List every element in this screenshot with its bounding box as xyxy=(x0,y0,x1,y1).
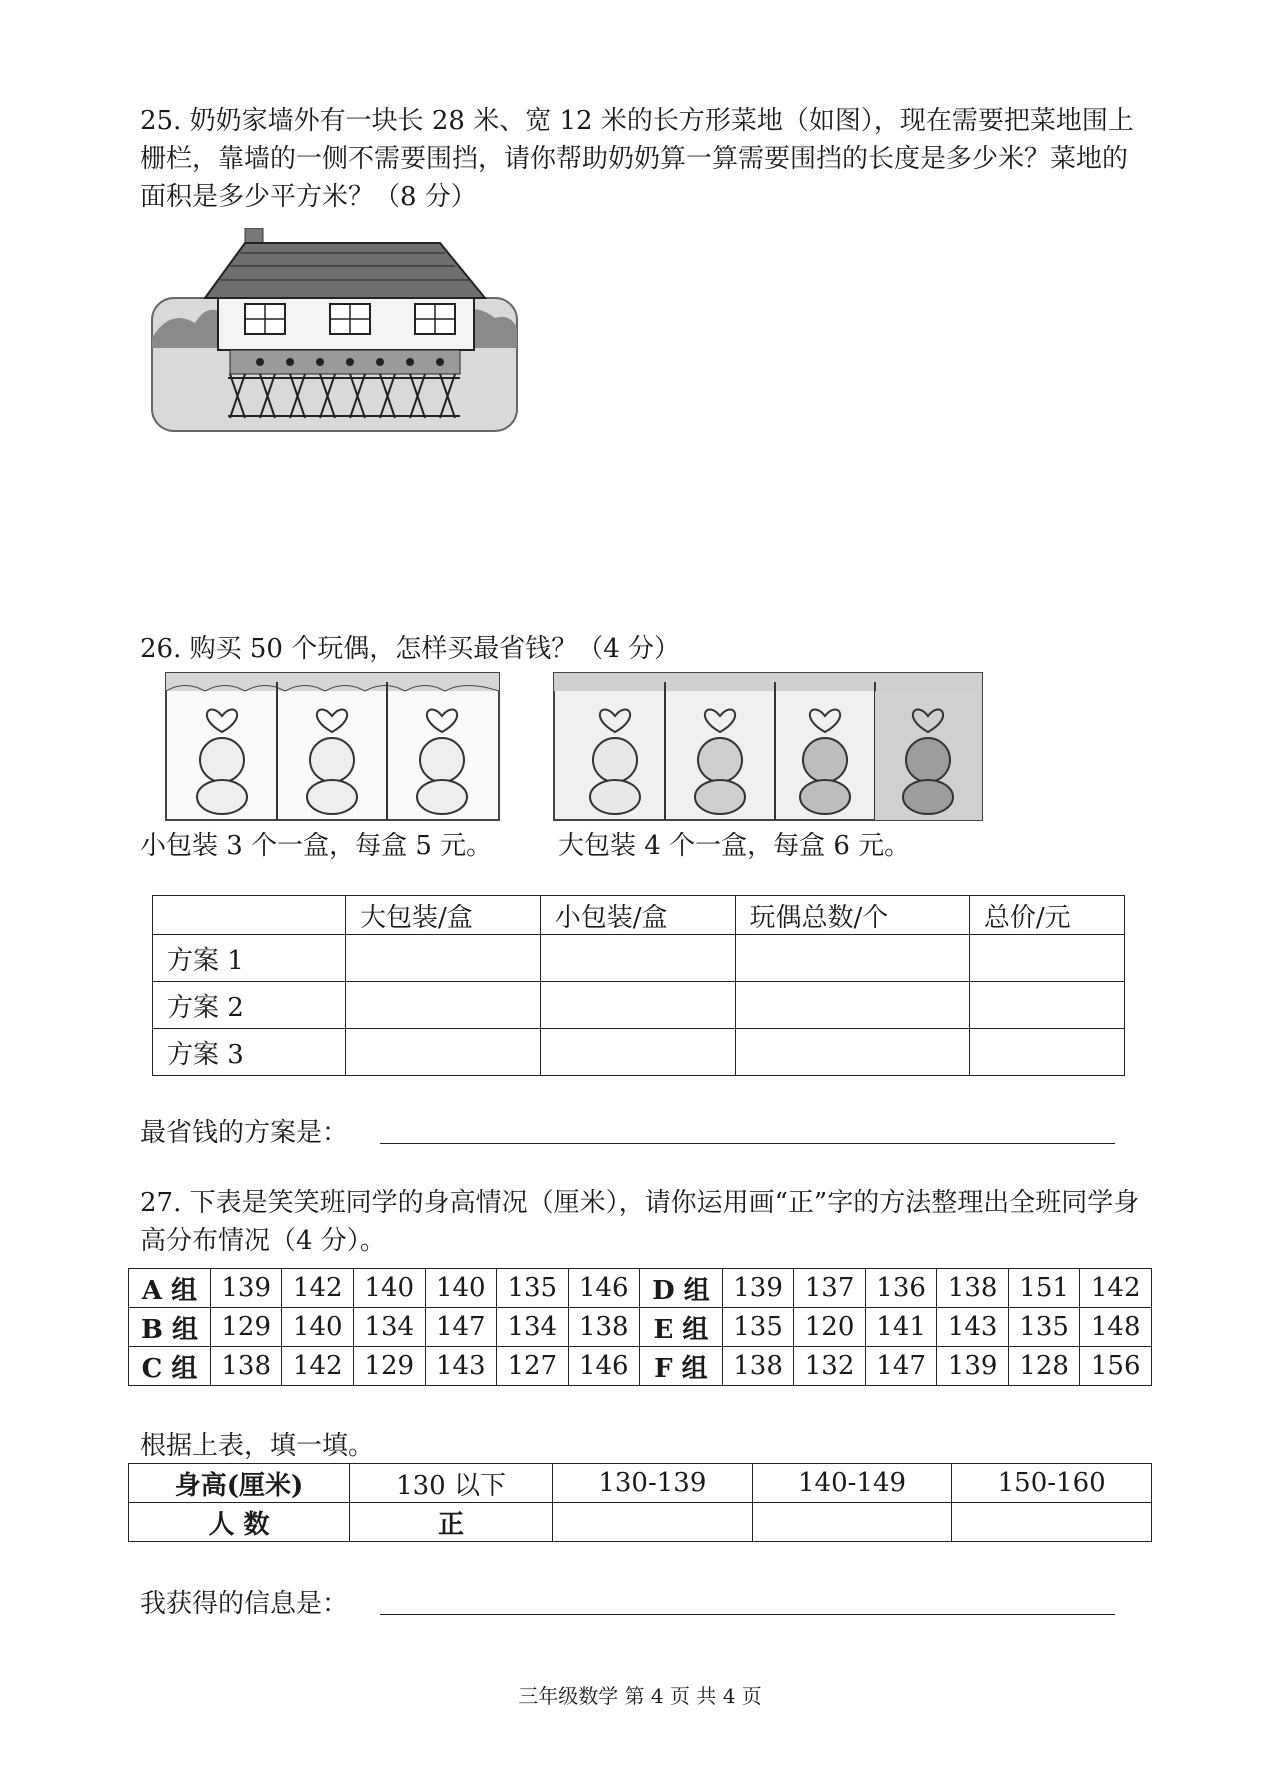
height-cell: 136 xyxy=(865,1269,937,1308)
plan-label: 方案 1 xyxy=(153,935,346,982)
info-answer-line[interactable] xyxy=(380,1614,1115,1615)
question-27-text: 27. 下表是笑笑班同学的身高情况（厘米），请你运用画“正”字的方法整理出全班同学身高分布情况（4 分）。 xyxy=(140,1188,1140,1256)
group-label: E 组 xyxy=(640,1308,723,1347)
height-cell: 132 xyxy=(794,1347,866,1386)
tally-cell[interactable] xyxy=(553,1503,753,1542)
table-header-cell xyxy=(153,896,346,935)
table-row xyxy=(153,982,1125,1029)
height-cell: 139 xyxy=(722,1269,794,1308)
height-cell: 128 xyxy=(1008,1347,1080,1386)
answer-cell[interactable] xyxy=(735,982,969,1029)
height-cell: 138 xyxy=(937,1269,1009,1308)
height-cell: 147 xyxy=(865,1347,937,1386)
tally-table xyxy=(128,1463,1152,1542)
tally-cell[interactable] xyxy=(752,1503,952,1542)
height-cell: 140 xyxy=(353,1269,425,1308)
height-cell: 138 xyxy=(210,1347,282,1386)
count-row-label: 人 数 xyxy=(129,1503,350,1542)
answer-cell[interactable] xyxy=(735,1029,969,1076)
small-package-illustration xyxy=(165,672,500,822)
plan-table xyxy=(152,895,1125,1076)
table-header-cell: 小包装/盒 xyxy=(540,896,735,935)
height-cell: 156 xyxy=(1080,1347,1152,1386)
height-cell: 134 xyxy=(497,1308,569,1347)
group-label: B 组 xyxy=(129,1308,211,1347)
group-label: C 组 xyxy=(129,1347,211,1386)
answer-cell[interactable] xyxy=(346,935,541,982)
table-row xyxy=(129,1308,1152,1347)
question-25-text: 25. 奶奶家墙外有一块长 28 米、宽 12 米的长方形菜地（如图），现在需要把菜地围上栅栏，靠墙的一侧不需要围挡，请你帮助奶奶算一算需要围挡的长度是多少米？菜地的面积是多少平方米？（8 分） xyxy=(140,106,1134,212)
height-cell: 148 xyxy=(1080,1308,1152,1347)
height-cell: 142 xyxy=(282,1347,354,1386)
group-label: A 组 xyxy=(129,1269,211,1308)
large-package-caption: 大包装 4 个一盒，每盒 6 元。 xyxy=(558,831,911,861)
height-cell: 146 xyxy=(568,1347,640,1386)
table-header-row xyxy=(129,1464,1152,1503)
height-cell: 135 xyxy=(497,1269,569,1308)
height-cell: 140 xyxy=(425,1269,497,1308)
answer-cell[interactable] xyxy=(969,982,1124,1029)
house-garden-illustration xyxy=(150,228,520,433)
group-label: D 组 xyxy=(640,1269,723,1308)
table-row xyxy=(129,1347,1152,1386)
tally-cell[interactable]: 正 xyxy=(350,1503,553,1542)
height-cell: 138 xyxy=(722,1347,794,1386)
info-label: 我获得的信息是： xyxy=(140,1589,349,1619)
fill-in-label: 根据上表，填一填。 xyxy=(140,1431,375,1461)
height-cell: 140 xyxy=(282,1308,354,1347)
plan-label: 方案 2 xyxy=(153,982,346,1029)
answer-cell[interactable] xyxy=(540,982,735,1029)
cheapest-plan-label: 最省钱的方案是： xyxy=(140,1118,349,1148)
answer-cell[interactable] xyxy=(346,1029,541,1076)
small-package-caption: 小包装 3 个一盒，每盒 5 元。 xyxy=(140,831,493,861)
table-header-cell: 140-149 xyxy=(752,1464,952,1503)
height-data-table xyxy=(128,1268,1152,1386)
height-cell: 129 xyxy=(210,1308,282,1347)
tally-cell[interactable] xyxy=(952,1503,1152,1542)
table-header-cell: 150-160 xyxy=(952,1464,1152,1503)
answer-cell[interactable] xyxy=(540,1029,735,1076)
table-header-cell: 身高(厘米) xyxy=(129,1464,350,1503)
table-row xyxy=(153,1029,1125,1076)
table-header-cell: 130 以下 xyxy=(350,1464,553,1503)
answer-cell[interactable] xyxy=(346,982,541,1029)
table-row xyxy=(153,935,1125,982)
plan-label: 方案 3 xyxy=(153,1029,346,1076)
answer-cell[interactable] xyxy=(969,935,1124,982)
group-label: F 组 xyxy=(640,1347,723,1386)
height-cell: 143 xyxy=(937,1308,1009,1347)
table-header-cell: 玩偶总数/个 xyxy=(735,896,969,935)
answer-cell[interactable] xyxy=(969,1029,1124,1076)
page-footer: 三年级数学 第 4 页 共 4 页 xyxy=(518,1684,762,1708)
height-cell: 135 xyxy=(722,1308,794,1347)
answer-cell[interactable] xyxy=(735,935,969,982)
height-cell: 143 xyxy=(425,1347,497,1386)
height-cell: 146 xyxy=(568,1269,640,1308)
table-header-cell: 130-139 xyxy=(553,1464,753,1503)
height-cell: 139 xyxy=(210,1269,282,1308)
height-cell: 138 xyxy=(568,1308,640,1347)
height-cell: 141 xyxy=(865,1308,937,1347)
height-cell: 151 xyxy=(1008,1269,1080,1308)
table-header-cell: 大包装/盒 xyxy=(346,896,541,935)
large-package-illustration xyxy=(553,672,983,822)
question-26-text: 26. 购买 50 个玩偶，怎样买最省钱？（4 分） xyxy=(140,634,681,664)
height-cell: 142 xyxy=(282,1269,354,1308)
table-header-row xyxy=(153,896,1125,935)
table-row xyxy=(129,1503,1152,1542)
table-header-cell: 总价/元 xyxy=(969,896,1124,935)
height-cell: 134 xyxy=(353,1308,425,1347)
answer-cell[interactable] xyxy=(540,935,735,982)
height-cell: 129 xyxy=(353,1347,425,1386)
height-cell: 147 xyxy=(425,1308,497,1347)
cheapest-plan-answer-line[interactable] xyxy=(380,1143,1115,1144)
height-cell: 137 xyxy=(794,1269,866,1308)
height-cell: 142 xyxy=(1080,1269,1152,1308)
table-row xyxy=(129,1269,1152,1308)
height-cell: 135 xyxy=(1008,1308,1080,1347)
height-cell: 127 xyxy=(497,1347,569,1386)
height-cell: 120 xyxy=(794,1308,866,1347)
height-cell: 139 xyxy=(937,1347,1009,1386)
